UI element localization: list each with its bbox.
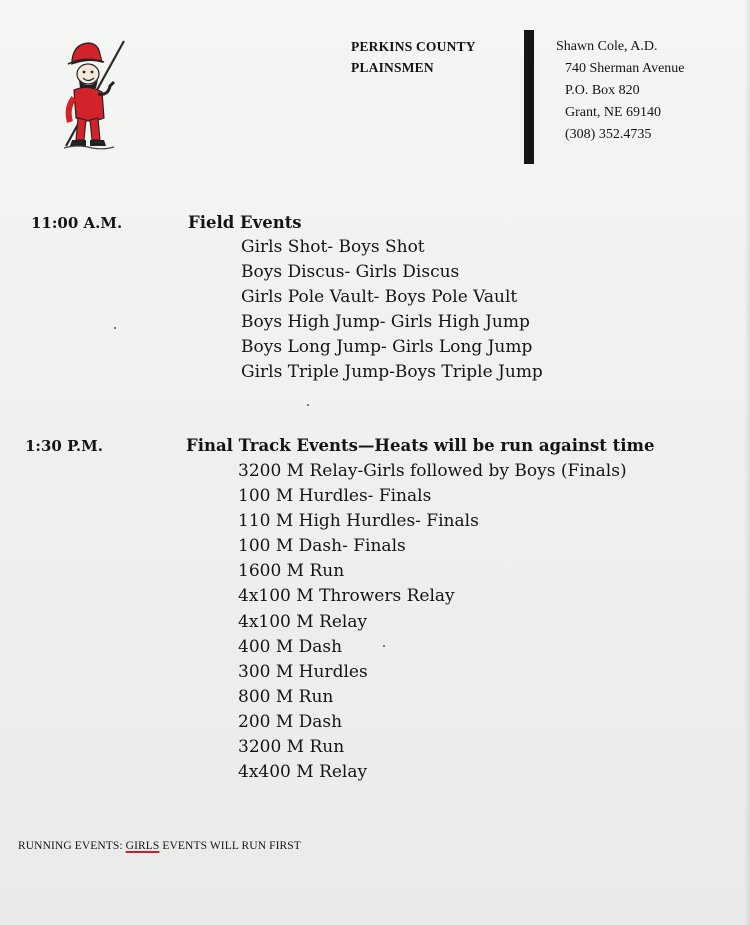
- organization-name: [351, 36, 476, 78]
- track-event-item: 4x100 M Relay: [238, 611, 368, 632]
- paper-speck: [307, 404, 309, 406]
- contact-block: [556, 36, 685, 146]
- track-session-heading: Final Track Events—Heats will be run against time: [186, 436, 655, 455]
- paper-speck: [383, 645, 385, 647]
- track-event-item: 110 M High Hurdles- Finals: [238, 511, 479, 532]
- field-event-item: Boys Discus- Girls Discus: [241, 262, 460, 283]
- track-event-item: 300 M Hurdles: [238, 661, 368, 682]
- contact-name: Shawn Cole, A.D.: [556, 39, 658, 54]
- contact-pobox: P.O. Box 820: [565, 83, 640, 98]
- field-event-list: [241, 235, 543, 386]
- track-event-item: 4x100 M Throwers Relay: [238, 586, 455, 607]
- field-event-item: Girls Shot- Boys Shot: [241, 237, 425, 257]
- track-event-item: 400 M Dash: [238, 636, 343, 657]
- track-event-item: 1600 M Run: [238, 561, 345, 582]
- field-event-item: Boys High Jump- Girls High Jump: [241, 312, 530, 333]
- track-event-item: 3200 M Relay-Girls followed by Boys (Finals): [238, 461, 627, 481]
- field-event-item: Girls Pole Vault- Boys Pole Vault: [241, 287, 518, 308]
- plainsman-mascot-icon: [58, 38, 130, 154]
- track-event-item: 3200 M Run: [238, 737, 345, 758]
- note-suffix: EVENTS WILL RUN FIRST: [162, 840, 301, 852]
- field-session-time: 11:00 A.M.: [31, 214, 123, 232]
- paper-speck: [114, 327, 116, 329]
- running-events-note: [18, 840, 301, 852]
- note-emphasis: GIRLS: [125, 840, 160, 852]
- track-event-item: 4x400 M Relay: [238, 762, 368, 783]
- field-session-heading: Field Events: [188, 213, 302, 232]
- contact-city: Grant, NE 69140: [565, 105, 662, 120]
- note-prefix: RUNNING EVENTS:: [18, 840, 123, 852]
- letterhead-divider: [524, 30, 534, 164]
- track-event-item: 200 M Dash: [238, 711, 343, 732]
- track-event-item: 800 M Run: [238, 686, 334, 707]
- track-event-item: 100 M Hurdles- Finals: [238, 486, 432, 507]
- field-event-item: Boys Long Jump- Girls Long Jump: [241, 337, 533, 358]
- track-event-item: 100 M Dash- Finals: [238, 536, 406, 557]
- organization-name-line-2: PLAINSMEN: [351, 60, 434, 75]
- organization-name-line-1: PERKINS COUNTY: [351, 39, 476, 54]
- track-session-time: 1:30 P.M.: [25, 437, 103, 455]
- contact-street: 740 Sherman Avenue: [565, 61, 685, 76]
- track-event-list: [238, 459, 627, 785]
- contact-phone: (308) 352.4735: [565, 127, 652, 142]
- field-event-item: Girls Triple Jump-Boys Triple Jump: [241, 362, 543, 383]
